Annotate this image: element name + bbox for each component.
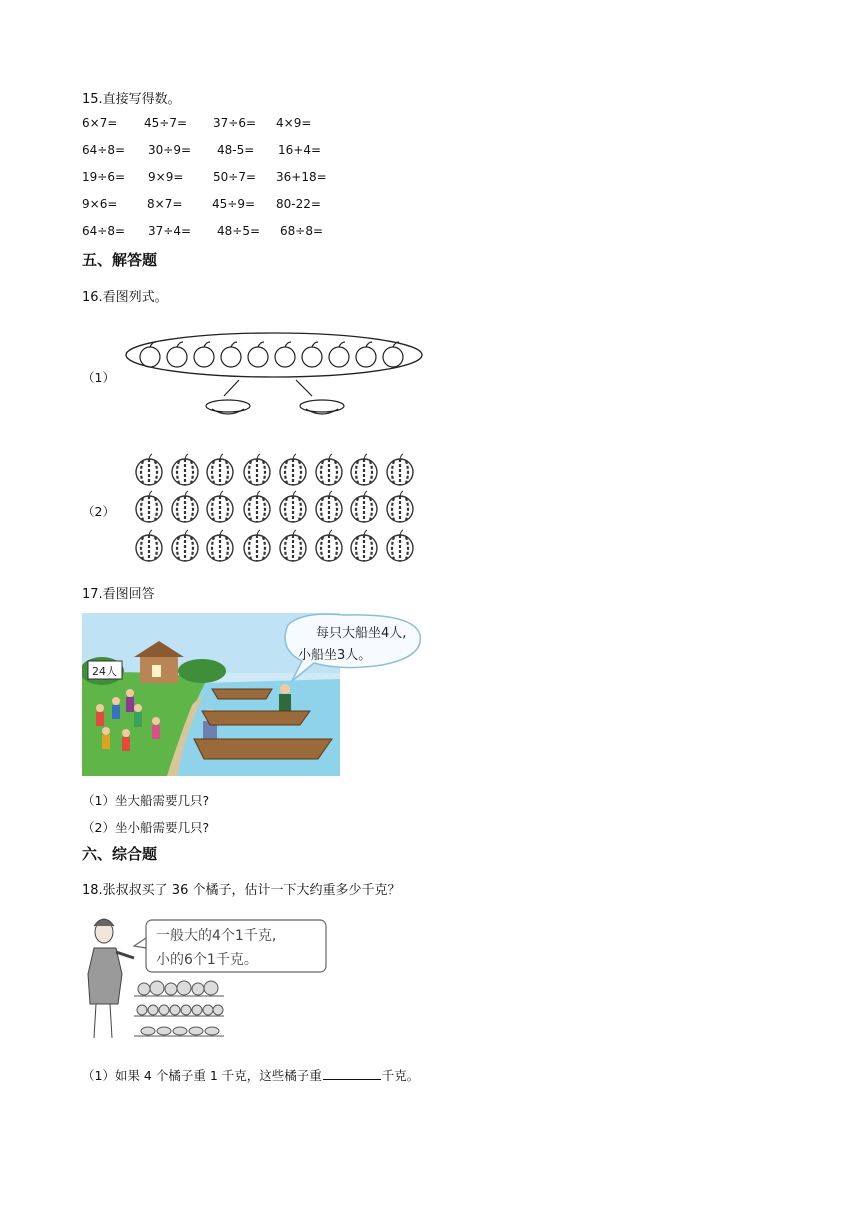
arithmetic-item: 36+18= xyxy=(276,170,327,184)
bubble-line-2: 小船坐3人。 xyxy=(298,648,372,663)
group-size-sign: 24人 xyxy=(92,665,117,678)
arithmetic-item: 16+4= xyxy=(278,143,322,157)
arithmetic-item: 68÷8= xyxy=(280,224,324,238)
arithmetic-item: 48-5= xyxy=(217,143,255,157)
arithmetic-item: 30÷9= xyxy=(148,143,192,157)
arithmetic-item: 80-22= xyxy=(276,197,321,211)
arithmetic-item: 9×6= xyxy=(82,197,118,211)
part-1-label: （1） xyxy=(82,370,115,385)
boats-scene-illustration xyxy=(82,613,422,778)
arithmetic-item: 19÷6= xyxy=(82,170,126,184)
arithmetic-item: 4×9= xyxy=(276,116,312,130)
bubble-line-1: 每只大船坐4人, xyxy=(316,626,407,641)
question-16-title: 16.看图列式。 xyxy=(82,290,168,305)
part-2-label: （2） xyxy=(82,504,115,519)
arithmetic-item: 50÷7= xyxy=(213,170,257,184)
watermelons-illustration xyxy=(130,450,420,570)
peaches-plates-illustration xyxy=(124,330,426,422)
section-heading-6: 六、综合题 xyxy=(82,845,158,863)
teacher-oranges-illustration xyxy=(82,914,342,1046)
section-heading-5: 五、解答题 xyxy=(82,251,158,269)
arithmetic-item: 9×9= xyxy=(148,170,184,184)
q18-subquestion-1 xyxy=(82,1066,419,1084)
q17-subquestion-2: （2）坐小船需要几只? xyxy=(82,820,210,835)
arithmetic-item: 37÷4= xyxy=(148,224,192,238)
arithmetic-item: 45÷7= xyxy=(144,116,188,130)
question-17-title: 17.看图回答 xyxy=(82,587,155,602)
question-18-title: 18.张叔叔买了 36 个橘子，估计一下大约重多少千克？ xyxy=(82,883,401,898)
arithmetic-item: 6×7= xyxy=(82,116,118,130)
answer-blank[interactable] xyxy=(323,1067,381,1080)
q17-subquestion-1: （1）坐大船需要几只? xyxy=(82,793,210,808)
arithmetic-item: 64÷8= xyxy=(82,224,126,238)
q18-subquestion-1-unit: 千克。 xyxy=(381,1068,420,1083)
bubble-line-2: 小的6个1千克。 xyxy=(156,952,258,968)
arithmetic-item: 37÷6= xyxy=(213,116,257,130)
arithmetic-item: 45÷9= xyxy=(212,197,256,211)
q18-subquestion-1-text: （1）如果 4 个橘子重 1 千克，这些橘子重 xyxy=(82,1068,322,1083)
arithmetic-item: 64÷8= xyxy=(82,143,126,157)
bubble-line-1: 一般大的4个1千克, xyxy=(156,928,277,944)
question-15-title: 15.直接写得数。 xyxy=(82,92,181,107)
arithmetic-item: 48÷5= xyxy=(217,224,261,238)
arithmetic-item: 8×7= xyxy=(147,197,183,211)
